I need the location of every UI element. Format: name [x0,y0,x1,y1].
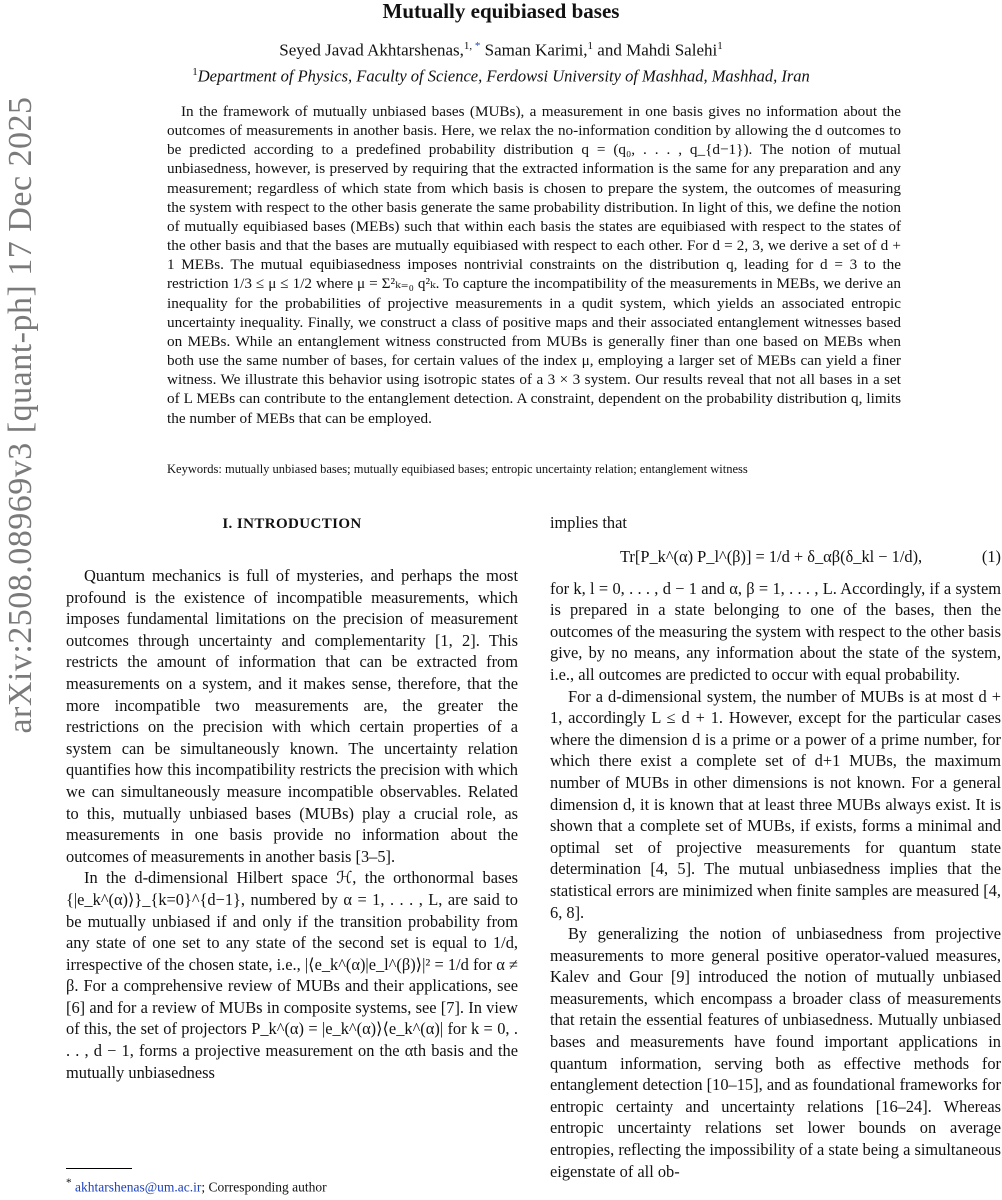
email-link[interactable]: akhtarshenas@um.ac.ir [75,1179,202,1195]
author-3: and Mahdi Salehi [593,40,718,60]
abstract: In the framework of mutually unbiased bases (MUBs), a measurement in one basis gives no information about the outcomes of measurements in another basis. Here, we relax the no-information condition by allowing the d outcomes to be predicted according to a predefined probability distribution q = (q₀, . . . , q_{d−1}). The notion of mutual unbiasedness, however, is preserved by requiring that the extracted information is the same for any preparation and any measurement; regardless of which state from which basis is chosen to prepare the system, the outcomes of measuring the system with respect to the other basis generate the same probability distribution. In light of this, we define the notion of mutually equibiased bases (MEBs) such that within each basis the states are equibiased with respect to the states of the other basis and that the bases are mutually equibiased with respect to each other. For d = 2, 3, we derive a set of d + 1 MEBs. The mutual equibiasedness imposes nontrivial constraints on the distribution q, leading for d = 3 to the restriction 1/3 ≤ μ ≤ 1/2 where μ = Σ²ₖ₌₀ q²ₖ. To capture the incompatibility of the measurements in MEBs, we derive an inequality for the probabilities of projective measurements in a qudit system, which yields an associated entropic uncertainty inequality. Finally, we construct a class of positive maps and their associated entanglement witnesses based on MEBs. While an entanglement witness constructed from MUBs is generally finer than one based on MEBs when both use the same number of bases, for certain values of the index μ, employing a larger set of MEBs can yield a finer witness. We illustrate this behavior using isotropic states of a 3 × 3 system. Our results reveal that not all bases in a set of L MEBs can contribute to the entanglement detection. A constraint, dependent on the probability distribution q, limits the number of MEBs that can be employed. [167,103,901,427]
footnote [66,1177,327,1196]
paragraph: for k, l = 0, . . . , d − 1 and α, β = 1, . . . , L. Accordingly, if a system is prepared in a state belonging to one of the bases, then the outcomes of the measuring the system with respect to the other basis give, by no means, any information about the state of the system, i.e., all outcomes are predicted to occur with equal probability. [550,578,1001,684]
footnote-marker: * [66,1177,72,1189]
paragraph: In the d-dimensional Hilbert space ℋ, the orthonormal bases {|e_k^(α)⟩}_{k=0}^{d−1}, numbered by α = 1, . . . , L, are said to be mutually unbiased if and only if the transition probability from any state of one set to any state of the second set is equal to 1/d, irrespective of the chosen state, i.e., |⟨e_k^(α)|e_l^(β)⟩|² = 1/d for α ≠ β. For a comprehensive review of MUBs and their applications, see [6] and for a review of MUBs in composite systems, see [7]. In view of this, the set of projectors P_k^(α) = |e_k^(α)⟩⟨e_k^(α)| for k = 0, . . . , d − 1, forms a projective measurement on the αth basis and the mutually unbiasedness [66,868,518,1082]
paragraph: By generalizing the notion of unbiasedness from projective measurements to more general positive operator-valued measures, Kalev and Gour [9] introduced the notion of mutually unbiased measurements, which encompass a broader class of measurements that retain the essential features of unbiasedness. Mutually unbiased bases and measurements have found important applications in quantum information, serving both as effective methods for entanglement detection [10–15], and as foundational frameworks for entropic certainty and uncertainty relations [16–24]. Whereas entropic uncertainty relations set lower bounds on average entropies, reflecting the impossibility of a state being a simultaneous eigenstate of all ob- [550,924,1001,1181]
affiliation-marker: 1 [192,66,198,78]
author-2: Saman Karimi, [480,40,588,60]
affiliation [0,66,1002,87]
author-1: Seyed Javad Akhtarshenas, [279,40,464,60]
equation-number: (1) [981,546,1001,566]
arxiv-id: arXiv:2508.08969v3 [quant-ph] 17 Dec 2025 [2,96,39,734]
equation-body: Tr[P_k^(α) P_l^(β)] = 1/d + δ_αβ(δ_kl − 1/d), [620,546,923,566]
paper-title: Mutually equibiased bases [382,0,620,23]
footnote-rule [66,1168,132,1169]
left-column [66,565,518,1083]
keywords: Keywords: mutually unbiased bases; mutually equibiased bases; entropic uncertainty relation; entanglement witness [167,462,748,476]
author-list [0,40,1002,61]
affiliation-text: Department of Physics, Faculty of Science, Ferdowsi University of Mashhad, Mashhad, Iran [197,66,810,86]
footnote-text: ; Corresponding author [201,1179,327,1195]
author-3-affil: 1 [717,40,723,52]
right-column [550,512,1001,1182]
equation-1 [550,534,1001,578]
author-1-footnote-link[interactable]: * [474,40,481,52]
paragraph-lead: implies that [550,513,627,532]
arxiv-sidebar-stamp [2,96,39,734]
section-heading: I. INTRODUCTION [222,516,362,532]
author-2-affil: 1 [587,40,594,52]
paragraph: Quantum mechanics is full of mysteries, and perhaps the most profound is the existence of incompatible measurements, which imposes fundamental limitations on the precision of measurement outcomes through uncertainty and complementarity [1, 2]. This restricts the amount of information that can be extracted from measurements on a system, and it makes sense, therefore, that the more incompatible two measurements are, the greater the restrictions on the precision with which certain properties of a system can be simultaneously known. The uncertainty relation quantifies how this incompatibility restricts the precision with which we can simultaneously measure incompatible observables. Related to this, mutually unbiased bases (MUBs) play a crucial role, as measurements in one basis provide no information about the outcomes of measurements in another basis [3–5]. [66,566,518,866]
author-1-affil: 1, [463,40,475,52]
paragraph: For a d-dimensional system, the number of MUBs is at most d + 1, accordingly L ≤ d + 1. However, except for the particular cases where the dimension d is a prime or a power of a prime number, for which there exist a complete set of d+1 MUBs, the maximum number of MUBs in other dimensions is not known. For a general dimension d, it is known that at least three MUBs always exist. It is shown that a complete set of MUBs, if exists, forms a minimal and optimal set of projective measurements for quantum state determination [4, 5]. The mutual unbiasedness implies that the statistical errors are minimized when finite samples are measured [4, 6, 8]. [550,686,1001,922]
